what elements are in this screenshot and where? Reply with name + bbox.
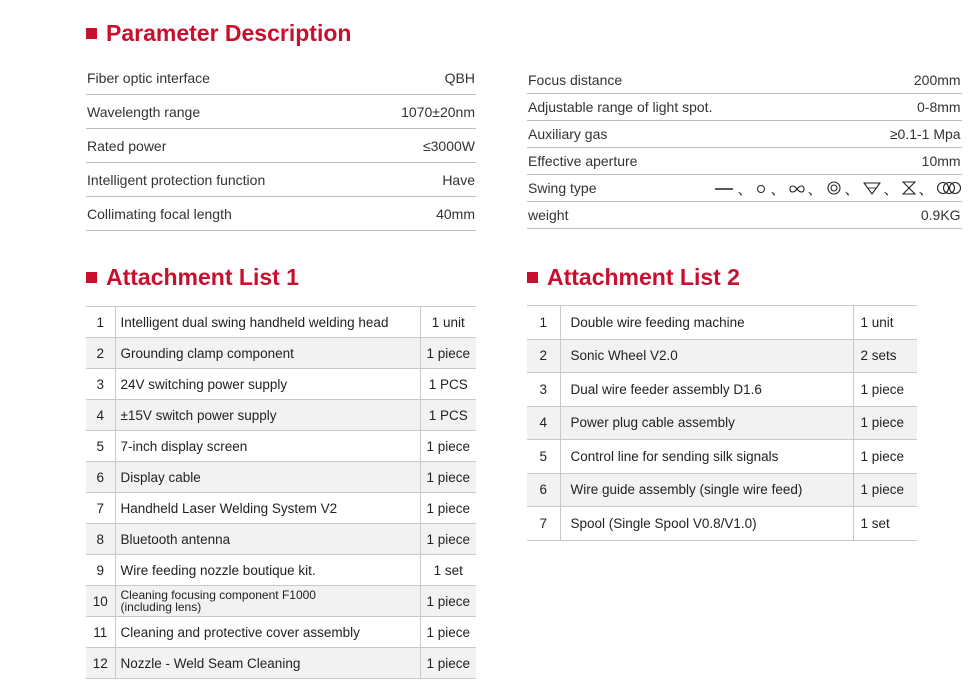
row-item: Sonic Wheel V2.0 xyxy=(560,339,853,373)
table-row xyxy=(527,306,917,340)
table-row xyxy=(527,406,917,440)
row-item: Grounding clamp component xyxy=(115,338,420,369)
row-number: 4 xyxy=(527,406,560,440)
separator-icon: 、 xyxy=(883,180,899,198)
row-item: Bluetooth antenna xyxy=(115,524,420,555)
row-quantity: 1 piece xyxy=(420,462,476,493)
param-label: Adjustable range of light spot. xyxy=(527,94,713,121)
table-row xyxy=(527,440,917,474)
row-item: Cleaning and protective cover assembly xyxy=(115,617,420,648)
attachment-list-2-title: Attachment List 2 xyxy=(547,264,740,290)
row-quantity: 1 piece xyxy=(420,524,476,555)
row-item xyxy=(115,586,420,617)
row-number: 1 xyxy=(86,307,115,338)
row-item: Display cable xyxy=(115,462,420,493)
triple-circle-icon xyxy=(937,180,961,196)
row-number: 5 xyxy=(86,431,115,462)
param-row xyxy=(527,202,962,229)
attachment-list-1-table xyxy=(86,306,476,679)
row-quantity: 1 piece xyxy=(853,473,917,507)
triangle-icon xyxy=(863,181,881,195)
param-value: QBH xyxy=(360,61,476,95)
heading-square-icon xyxy=(527,272,538,283)
param-value: 10mm xyxy=(713,148,961,175)
row-quantity: 1 piece xyxy=(420,617,476,648)
param-value: ≤3000W xyxy=(360,129,476,163)
table-row xyxy=(86,617,476,648)
row-quantity: 1 piece xyxy=(420,586,476,617)
row-quantity: 1 piece xyxy=(853,406,917,440)
row-number: 6 xyxy=(527,473,560,507)
table-row xyxy=(527,473,917,507)
row-quantity: 1 piece xyxy=(420,648,476,679)
row-quantity: 2 sets xyxy=(853,339,917,373)
table-row xyxy=(86,431,476,462)
param-label: weight xyxy=(527,202,713,229)
param-value: 200mm xyxy=(713,67,961,94)
row-quantity: 1 piece xyxy=(853,440,917,474)
param-row xyxy=(86,95,476,129)
param-label: Wavelength range xyxy=(86,95,360,129)
row-number: 11 xyxy=(86,617,115,648)
row-quantity: 1 set xyxy=(853,507,917,541)
row-item: Spool (Single Spool V0.8/V1.0) xyxy=(560,507,853,541)
row-item-line-2: (including lens) xyxy=(120,600,202,614)
param-row xyxy=(86,61,476,95)
table-row xyxy=(86,307,476,338)
parameter-table-right xyxy=(527,67,962,229)
table-row xyxy=(86,369,476,400)
param-label: Collimating focal length xyxy=(86,197,360,231)
param-row xyxy=(86,197,476,231)
param-value: Have xyxy=(360,163,476,197)
param-row xyxy=(527,67,962,94)
parameter-title: Parameter Description xyxy=(106,20,352,46)
table-row xyxy=(86,555,476,586)
param-value: 1070±20nm xyxy=(360,95,476,129)
table-row xyxy=(86,586,476,617)
parameter-heading xyxy=(86,20,351,47)
row-number: 2 xyxy=(86,338,115,369)
row-quantity: 1 PCS xyxy=(420,400,476,431)
separator-icon: 、 xyxy=(844,180,860,198)
row-item: 7-inch display screen xyxy=(115,431,420,462)
row-number: 9 xyxy=(86,555,115,586)
param-label: Rated power xyxy=(86,129,360,163)
row-number: 4 xyxy=(86,400,115,431)
circle-icon xyxy=(755,182,767,194)
heading-square-icon xyxy=(86,272,97,283)
table-row xyxy=(86,338,476,369)
separator-icon: 、 xyxy=(737,180,753,198)
param-row xyxy=(527,148,962,175)
table-row xyxy=(86,493,476,524)
swing-type-value xyxy=(713,175,961,202)
row-number: 2 xyxy=(527,339,560,373)
param-label: Auxiliary gas xyxy=(527,121,713,148)
row-item: Control line for sending silk signals xyxy=(560,440,853,474)
param-label: Intelligent protection function xyxy=(86,163,360,197)
separator-icon: 、 xyxy=(770,180,786,198)
row-number: 12 xyxy=(86,648,115,679)
row-item: ±15V switch power supply xyxy=(115,400,420,431)
row-number: 3 xyxy=(527,373,560,407)
hourglass-icon xyxy=(902,181,916,195)
param-label: Fiber optic interface xyxy=(86,61,360,95)
heading-square-icon xyxy=(86,28,97,39)
row-number: 1 xyxy=(527,306,560,340)
param-row xyxy=(527,121,962,148)
separator-icon: 、 xyxy=(807,180,823,198)
row-item: Wire feeding nozzle boutique kit. xyxy=(115,555,420,586)
row-quantity: 1 piece xyxy=(420,431,476,462)
attachment-list-2-heading xyxy=(527,264,740,291)
row-item: Power plug cable assembly xyxy=(560,406,853,440)
table-row xyxy=(86,462,476,493)
row-number: 5 xyxy=(527,440,560,474)
table-row xyxy=(527,339,917,373)
swing-icons xyxy=(714,178,960,199)
row-item: Wire guide assembly (single wire feed) xyxy=(560,473,853,507)
row-quantity: 1 piece xyxy=(420,338,476,369)
row-number: 10 xyxy=(86,586,115,617)
param-label: Focus distance xyxy=(527,67,713,94)
row-number: 6 xyxy=(86,462,115,493)
row-number: 7 xyxy=(527,507,560,541)
row-item: Double wire feeding machine xyxy=(560,306,853,340)
row-number: 7 xyxy=(86,493,115,524)
line-icon xyxy=(714,182,734,194)
row-quantity: 1 unit xyxy=(420,307,476,338)
param-row xyxy=(86,129,476,163)
table-row xyxy=(527,373,917,407)
param-value: ≥0.1-1 Mpa xyxy=(713,121,961,148)
row-item: Intelligent dual swing handheld welding head xyxy=(115,307,420,338)
param-label: Swing type xyxy=(527,175,713,202)
attachment-list-1-title: Attachment List 1 xyxy=(106,264,299,290)
double-circle-icon xyxy=(826,181,842,195)
table-row xyxy=(86,648,476,679)
row-item-line-1: Cleaning focusing component F1000 xyxy=(120,588,316,602)
row-item: Handheld Laser Welding System V2 xyxy=(115,493,420,524)
param-value: 40mm xyxy=(360,197,476,231)
attachment-list-2-table xyxy=(527,305,917,541)
row-item: Nozzle - Weld Seam Cleaning xyxy=(115,648,420,679)
attachment-list-1-heading xyxy=(86,264,299,291)
parameter-table-left xyxy=(86,61,476,231)
table-row xyxy=(527,507,917,541)
table-row xyxy=(86,400,476,431)
row-quantity: 1 PCS xyxy=(420,369,476,400)
infinity-icon xyxy=(789,182,805,194)
row-number: 8 xyxy=(86,524,115,555)
table-row xyxy=(86,524,476,555)
row-item: 24V switching power supply xyxy=(115,369,420,400)
row-quantity: 1 piece xyxy=(420,493,476,524)
param-row xyxy=(527,94,962,121)
row-quantity: 1 piece xyxy=(853,373,917,407)
param-label: Effective aperture xyxy=(527,148,713,175)
param-value: 0-8mm xyxy=(713,94,961,121)
separator-icon: 、 xyxy=(918,180,934,198)
param-row xyxy=(527,175,962,202)
param-row xyxy=(86,163,476,197)
row-quantity: 1 set xyxy=(420,555,476,586)
row-item: Dual wire feeder assembly D1.6 xyxy=(560,373,853,407)
row-quantity: 1 unit xyxy=(853,306,917,340)
param-value: 0.9KG xyxy=(713,202,961,229)
row-number: 3 xyxy=(86,369,115,400)
